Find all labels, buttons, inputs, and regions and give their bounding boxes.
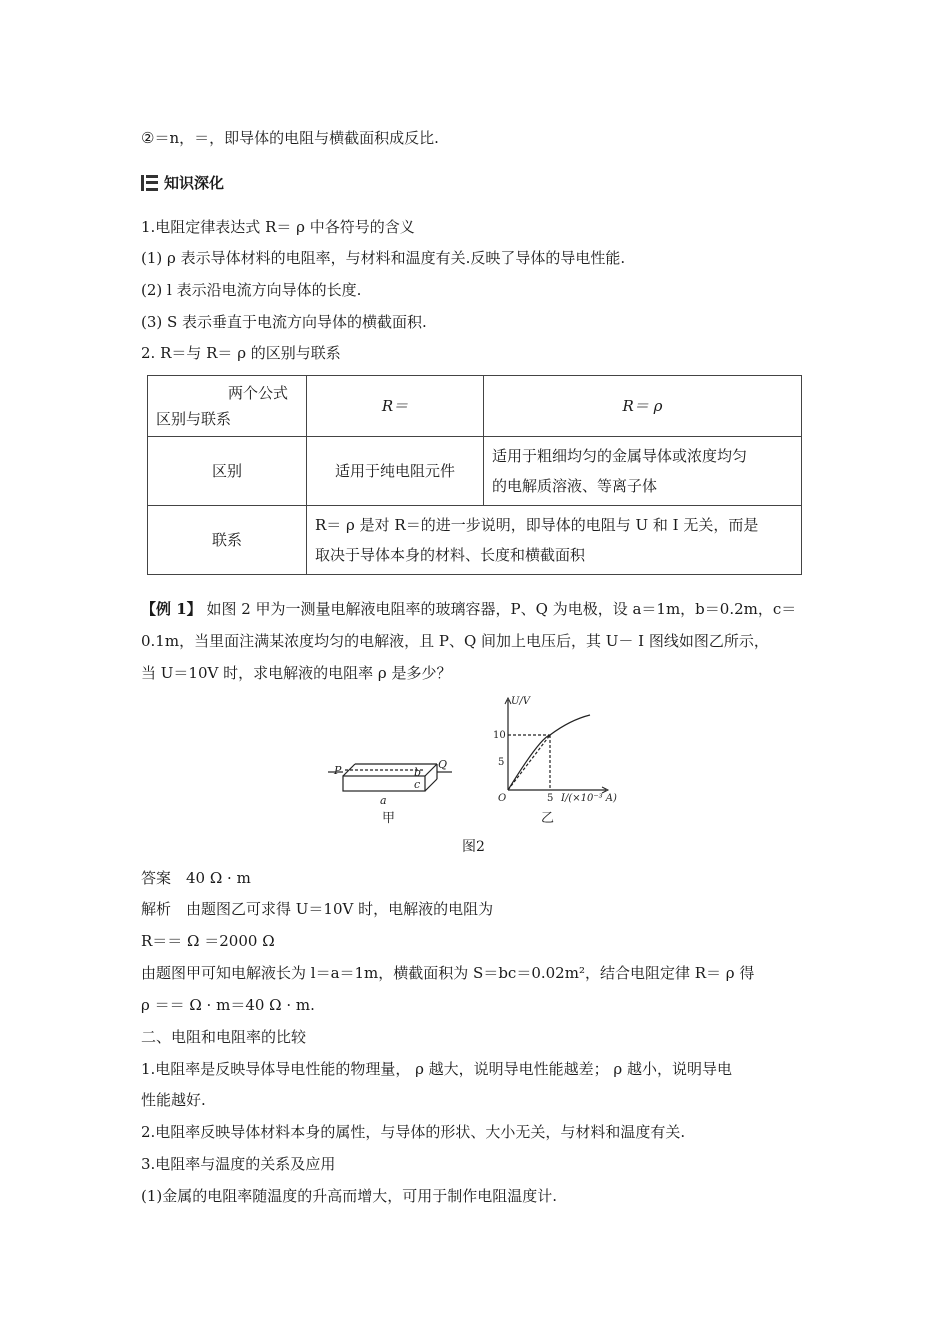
y-axis-label: U/V bbox=[511, 696, 531, 707]
box-edge bbox=[343, 764, 355, 776]
example-text: 如图 2 甲为一测量电解液电阻率的玻璃容器，P、Q 为电极，设 a＝1m，b＝0.2m，c＝ bbox=[206, 600, 797, 618]
cell-line: R＝ ρ 是对 R＝的进一步说明，即导体的电阻与 U 和 I 无关，而是 bbox=[315, 516, 759, 534]
text-line: (3) S 表示垂直于电流方向导体的横截面积. bbox=[141, 313, 427, 331]
example-line: 0.1m，当里面注满某浓度均匀的电解液，且 P、Q 间加上电压后，其 U－ I 图线如图乙所示， bbox=[141, 632, 769, 650]
figure-svg bbox=[0, 688, 950, 858]
example-tag: 【例 1】 bbox=[141, 600, 202, 618]
text-line: (1)金属的电阻率随温度的升高而增大，可用于制作电阻温度计. bbox=[141, 1187, 558, 1205]
label-c: c bbox=[414, 778, 421, 791]
table-header-formula1: R＝ bbox=[307, 376, 484, 437]
row-label-relation: 联系 bbox=[148, 506, 307, 575]
example-line bbox=[141, 598, 796, 620]
text-line: (1) ρ 表示导体材料的电阻率，与材料和温度有关.反映了导体的导电性能. bbox=[141, 249, 626, 267]
analysis-line: 解析 由题图乙可求得 U＝10V 时，电解液的电阻为 bbox=[141, 900, 494, 918]
box-edge bbox=[425, 779, 437, 791]
cell-formula1-scope: 适用于纯电阻元件 bbox=[307, 437, 484, 506]
x-axis-label: I/(×10⁻³ A) bbox=[561, 793, 617, 804]
text-line: 3.电阻率与温度的关系及应用 bbox=[141, 1155, 336, 1173]
comparison-table bbox=[147, 375, 802, 575]
analysis-line: 由题图甲可知电解液长为 l＝a＝1m，横截面积为 S＝bc＝0.02m²，结合电阻定律 R＝ ρ 得 bbox=[141, 964, 755, 982]
box-front-face bbox=[343, 776, 425, 791]
header-top: 两个公式 bbox=[228, 384, 289, 402]
section-icon bbox=[141, 175, 158, 191]
label-a: a bbox=[380, 794, 387, 807]
section-heading bbox=[141, 172, 224, 193]
analysis-line: ρ ＝＝ Ω · m＝40 Ω · m. bbox=[141, 996, 315, 1014]
text-line: 2.电阻率反映导体材料本身的属性，与导体的形状、大小无关，与材料和温度有关. bbox=[141, 1123, 686, 1141]
header-bottom: 区别与联系 bbox=[156, 410, 232, 428]
text-line: ②＝n，＝，即导体的电阻与横截面积成反比. bbox=[141, 129, 439, 147]
cell-line: 适用于粗细均匀的金属导体或浓度均匀 bbox=[492, 447, 748, 465]
cell-line: 取决于导体本身的材料、长度和横截面积 bbox=[315, 546, 586, 564]
table-header-formula2: R＝ ρ bbox=[484, 376, 802, 437]
y-tick-10: 10 bbox=[493, 730, 506, 741]
caption-left: 甲 bbox=[382, 811, 396, 826]
x-tick-5: 5 bbox=[547, 793, 554, 804]
cell-line: 的电解质溶液、等离子体 bbox=[492, 477, 658, 495]
text-line: 1.电阻定律表达式 R＝ ρ 中各符号的含义 bbox=[141, 218, 415, 236]
text-line: 1.电阻率是反映导体导电性能的物理量， ρ 越大，说明导电性能越差； ρ 越小，说明导电 bbox=[141, 1060, 733, 1078]
text-line: 2. R＝与 R＝ ρ 的区别与联系 bbox=[141, 344, 341, 362]
text-line: (2) l 表示沿电流方向导体的长度. bbox=[141, 281, 362, 299]
caption-right: 乙 bbox=[541, 811, 555, 826]
section-title: 知识深化 bbox=[164, 174, 225, 192]
cell-relation bbox=[307, 506, 802, 575]
section-two-title: 二、电阻和电阻率的比较 bbox=[141, 1028, 307, 1046]
row-label-difference: 区别 bbox=[148, 437, 307, 506]
box-edge bbox=[425, 764, 437, 776]
analysis-line: R＝＝ Ω ＝2000 Ω bbox=[141, 932, 275, 950]
label-b: b bbox=[414, 766, 422, 779]
figure-caption: 图2 bbox=[462, 839, 485, 855]
ui-curve bbox=[508, 715, 590, 790]
label-q: Q bbox=[438, 758, 448, 771]
label-p: P bbox=[334, 764, 342, 777]
cell-formula2-scope bbox=[484, 437, 802, 506]
origin-label: O bbox=[498, 793, 507, 804]
secant-line bbox=[508, 735, 550, 790]
example-line: 当 U＝10V 时，求电解液的电阻率 ρ 是多少？ bbox=[141, 664, 452, 682]
table-header-corner bbox=[148, 376, 307, 437]
answer-line: 答案 40 Ω · m bbox=[141, 869, 251, 887]
text-line: 性能越好. bbox=[141, 1091, 206, 1109]
y-tick-5: 5 bbox=[498, 757, 505, 768]
figure-2 bbox=[0, 688, 950, 858]
